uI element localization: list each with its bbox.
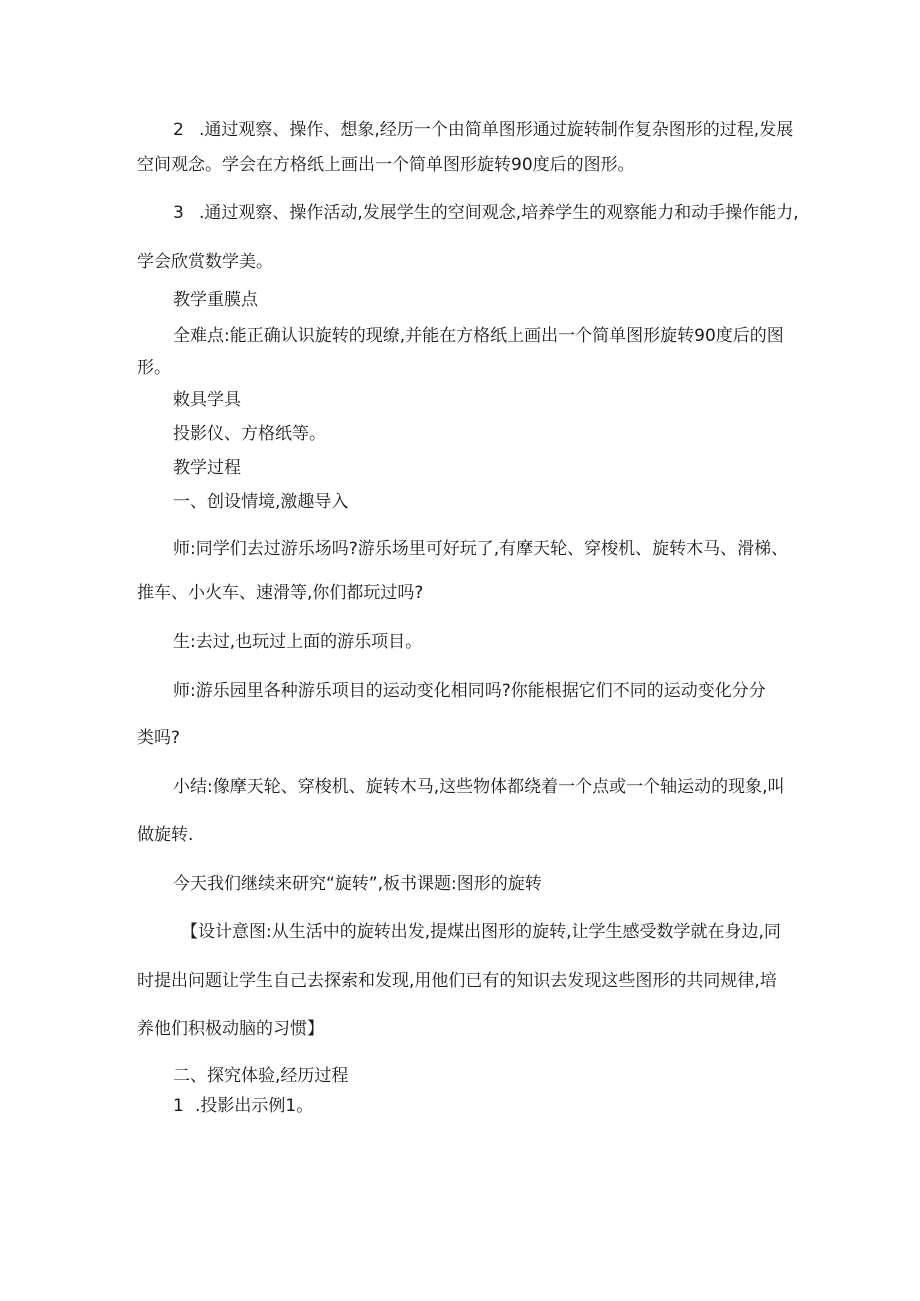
section-1-title: 一、创设情境,激趣导入 xyxy=(173,492,349,512)
objective-2-text: .通过观察、操作、想象,经历一个由简单图形通过旋转制作复杂图形的过程,发展 xyxy=(199,120,794,140)
teacher-question-1-line-1: 师:同学们去过游乐场吗?游乐场里可好玩了,有摩天轮、穿梭机、旋转木马、滑梯、 xyxy=(173,539,789,559)
summary-line-2: 做旋转. xyxy=(137,825,194,845)
student-answer-1: 生:去过,也玩过上面的游乐项目。 xyxy=(173,632,423,652)
objective-3-text: .通过观察、操作活动,发展学生的空间观念,培养学生的观察能力和动手操作能力, xyxy=(199,203,799,223)
objective-2-line-1 xyxy=(173,120,793,140)
objective-3-line-2: 学会欣赏数学美。 xyxy=(137,252,273,272)
teacher-question-2-line-2: 类吗? xyxy=(137,728,181,748)
example-1-text: .投影出示例1。 xyxy=(195,1096,314,1116)
design-intent-line-2: 时提出问题让学生自己去探索和发现,用他们已有的知识去发现这些图形的共同规律,培 xyxy=(137,971,777,991)
section-2-title: 二、探究体验,经历过程 xyxy=(173,1066,349,1086)
design-intent-line-3: 养他们积极动脑的习惯】 xyxy=(137,1019,324,1039)
key-points-line-2: 形。 xyxy=(137,358,171,378)
heading-teaching-aids: 敕具学具 xyxy=(173,390,241,410)
example-1-number: 1 xyxy=(173,1096,184,1116)
objective-2-number: 2 xyxy=(173,120,184,140)
heading-teaching-process: 教学过程 xyxy=(173,458,241,478)
example-1-item xyxy=(173,1096,313,1116)
summary-line-1: 小结:像摩天轮、穿梭机、旋转木马,这些物体都绕着一个点或一个轴运动的现象,叫 xyxy=(173,777,785,797)
objective-3-line-1 xyxy=(173,203,799,223)
teaching-aids-text: 投影仪、方格纸等。 xyxy=(173,424,326,444)
teacher-question-1-line-2: 推车、小火车、速滑等,你们都玩过吗? xyxy=(137,583,424,603)
design-intent-line-1: 【设计意图:从生活中的旋转出发,提煤出图形的旋转,让学生感受数学就在身边,同 xyxy=(181,922,781,942)
key-points-line-1: 全难点:能正确认识旋转的现缭,并能在方格纸上画出一个简单图形旋转90度后的图 xyxy=(173,326,784,346)
heading-key-points: 教学重膜点 xyxy=(173,290,258,310)
today-topic-line: 今天我们继续来研究“旋转”,板书课题:图形的旋转 xyxy=(173,874,542,894)
objective-3-number: 3 xyxy=(173,203,184,223)
teacher-question-2-line-1: 师:游乐园里各种游乐项目的运动变化相同吗?你能根据它们不同的运动变化分分 xyxy=(173,681,766,701)
objective-2-line-2: 空间观念。学会在方格纸上画出一个简单图形旋转90度后的图形。 xyxy=(137,155,635,175)
